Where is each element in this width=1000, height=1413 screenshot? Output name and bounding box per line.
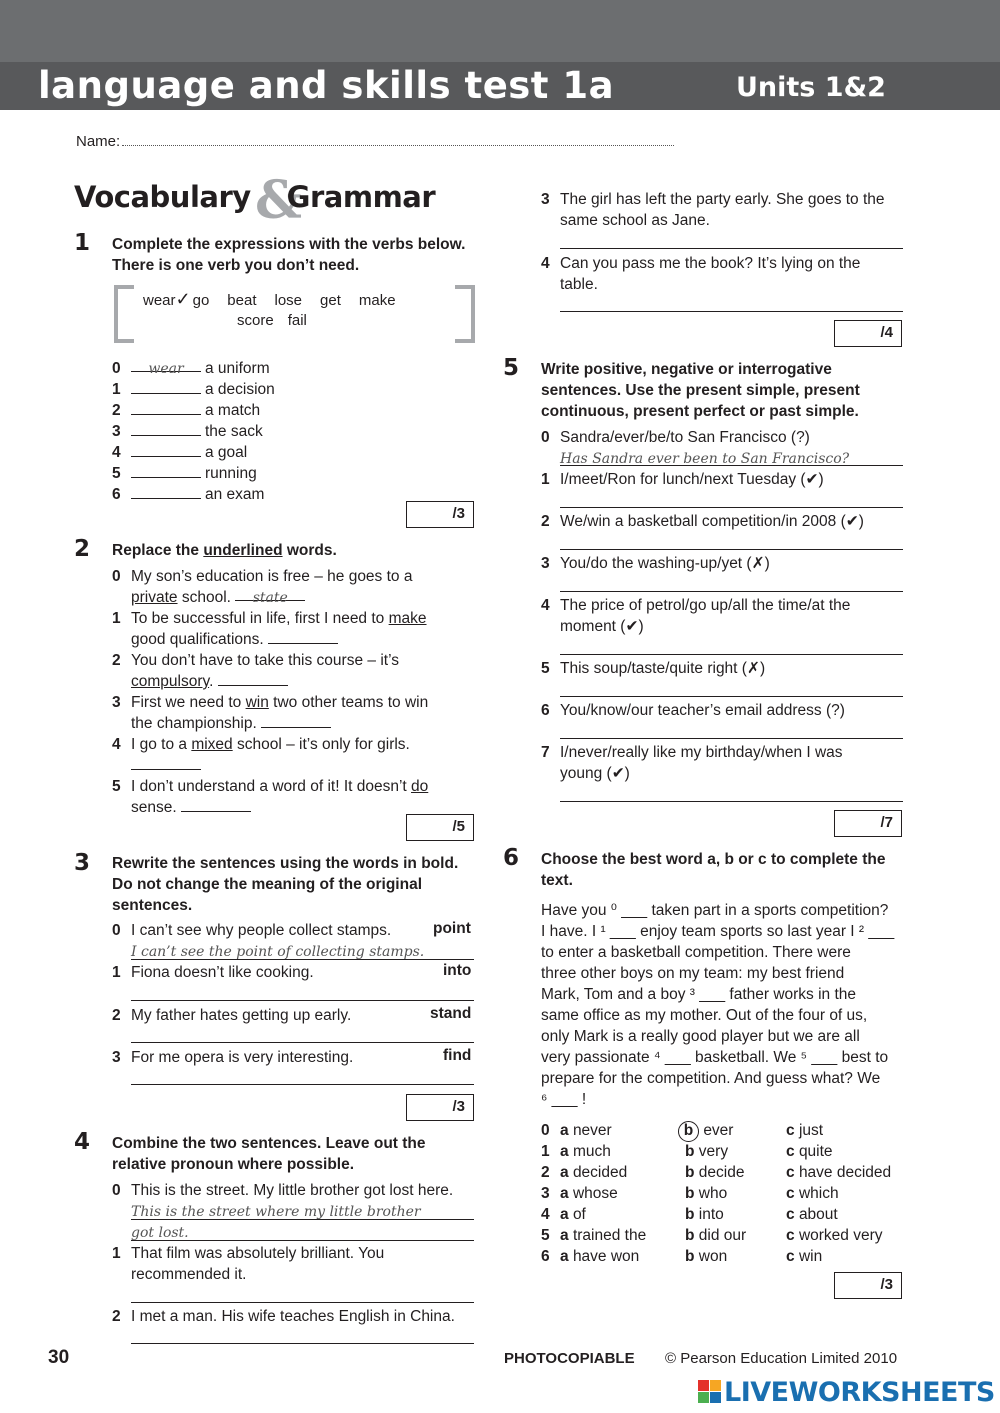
ex2-answer-2[interactable] bbox=[218, 672, 288, 686]
ex1-score-box: /3 bbox=[406, 501, 474, 528]
ex6-option-6c[interactable]: c win bbox=[786, 1248, 823, 1265]
ex4-item-0: 0 This is the street. My little brother got lost here. bbox=[112, 1182, 454, 1199]
ex6-option-0c[interactable]: c just bbox=[786, 1122, 824, 1139]
ex6-option-3c[interactable]: c which bbox=[786, 1185, 839, 1202]
ex2-item-4-line2 bbox=[131, 755, 205, 776]
ex6-option-0b[interactable]: b ever bbox=[678, 1120, 733, 1142]
ex6-option-4c[interactable]: c about bbox=[786, 1206, 838, 1223]
ex4-item-2: 2 I met a man. His wife teaches English in China. bbox=[112, 1308, 455, 1325]
ex6-option-row-3[interactable]: 3 a whose bbox=[541, 1185, 618, 1202]
ex2-answer-1[interactable] bbox=[268, 630, 338, 644]
ex3-keyword-0: point bbox=[433, 920, 471, 937]
ex5-item-5: 5 This soup/taste/quite right (✗) bbox=[541, 660, 766, 677]
ex2-score-box: /5 bbox=[406, 814, 474, 841]
ex1-answer-5[interactable] bbox=[131, 464, 201, 478]
ex5-answer-line-4[interactable] bbox=[560, 654, 903, 655]
ex4-item-4-line2: table. bbox=[560, 276, 598, 293]
ex3-answer-line-2[interactable] bbox=[131, 1042, 474, 1043]
ex4-line-0b bbox=[131, 1240, 474, 1241]
ex6-text: Have you ⁰ ___ taken part in a sports competition? I have. I ¹ ___ enjoy team sports so last year I ² ___ to enter a basketball competition. There were three other boys on my team: my best friend Mark, Tom and a boy ³ ___ father works in the same office as my mother. Out of the four of us, only Mark is a really good player but we are all very passionate ⁴ ___ basketball. We ⁵ ___ best to prepare for the competition. And guess what? We ⁶ ___ ! bbox=[541, 902, 895, 1108]
ex6-option-4b[interactable]: b into bbox=[685, 1206, 724, 1223]
name-label: Name: bbox=[76, 133, 121, 150]
ex4-answer-line-4[interactable] bbox=[560, 311, 903, 312]
exercise-6-instructions: Choose the best word a, b or c to complete the text. bbox=[541, 851, 886, 889]
ex5-answer-line-1[interactable] bbox=[560, 507, 903, 508]
ex6-option-row-1[interactable]: 1 a much bbox=[541, 1143, 611, 1160]
ex6-option-row-0: 0 a never bbox=[541, 1122, 612, 1139]
word-box-bracket-left bbox=[114, 285, 134, 343]
ex2-item-0-line2: private school. state bbox=[131, 587, 309, 608]
ex4-score-box: /4 bbox=[834, 320, 902, 347]
ex4-answer-line-3[interactable] bbox=[560, 248, 903, 249]
name-input[interactable] bbox=[122, 134, 674, 146]
ex5-score-box: /7 bbox=[834, 810, 902, 837]
ex4-answer-0-line1: This is the street where my little brother bbox=[131, 1204, 421, 1220]
liveworksheets-icon bbox=[698, 1380, 722, 1404]
ex6-option-1c[interactable]: c quite bbox=[786, 1143, 833, 1160]
ex4-item-1-line2: recommended it. bbox=[131, 1266, 247, 1283]
ex6-option-5b[interactable]: b did our bbox=[685, 1227, 747, 1244]
ex2-item-5: 5 I don’t understand a word of it! It doesn’t do bbox=[112, 778, 429, 795]
ex2-item-1-line2: good qualifications. bbox=[131, 629, 342, 650]
selected-answer-circle: b bbox=[678, 1121, 699, 1142]
ex6-option-row-6[interactable]: 6 a have won bbox=[541, 1248, 640, 1265]
ex6-score-box: /3 bbox=[834, 1272, 902, 1299]
word-box-line-1: wear✓ go beat lose get make bbox=[143, 289, 396, 309]
ex1-answer-2[interactable] bbox=[131, 401, 201, 415]
units-label: Units 1&2 bbox=[736, 72, 886, 103]
ex3-item-2: 2 My father hates getting up early. bbox=[112, 1007, 352, 1024]
ex2-item-3-line2: the championship. bbox=[131, 713, 335, 734]
ex4-answer-line-1[interactable] bbox=[131, 1302, 474, 1303]
ex5-item-7: 7 I/never/really like my birthday/when I was bbox=[541, 744, 843, 761]
ex3-item-1: 1 Fiona doesn’t like cooking. bbox=[112, 964, 314, 981]
ex1-item-2: 2 a match bbox=[112, 402, 261, 419]
ex6-option-2b[interactable]: b decide bbox=[685, 1164, 745, 1181]
ex6-option-row-4[interactable]: 4 a of bbox=[541, 1206, 586, 1223]
exercise-6-number: 6 bbox=[503, 845, 520, 871]
exercise-4-instructions: Combine the two sentences. Leave out the relative pronoun where possible. bbox=[112, 1135, 426, 1173]
ex2-item-5-line2: sense. bbox=[131, 797, 255, 818]
liveworksheets-logo[interactable]: LIVEWORKSHEETS bbox=[698, 1377, 995, 1408]
ex1-answer-6[interactable] bbox=[131, 485, 201, 499]
ex5-answer-line-6[interactable] bbox=[560, 738, 903, 739]
ex4-answer-0-line2: got lost. bbox=[131, 1225, 189, 1241]
ex1-item-3: 3 the sack bbox=[112, 423, 263, 440]
copyright: © Pearson Education Limited 2010 bbox=[665, 1350, 898, 1367]
ex3-answer-0: I can’t see the point of collecting stamps. bbox=[131, 944, 425, 960]
exercise-4-number: 4 bbox=[74, 1129, 91, 1155]
word-box-bracket-right bbox=[455, 285, 475, 343]
photocopiable-label: PHOTOCOPIABLE bbox=[504, 1350, 635, 1367]
page-title: language and skills test 1a bbox=[38, 64, 615, 107]
ex5-item-0: 0 Sandra/ever/be/to San Francisco (?) bbox=[541, 429, 810, 446]
ex5-item-6: 6 You/know/our teacher’s email address (?) bbox=[541, 702, 845, 719]
exercise-2-number: 2 bbox=[74, 536, 91, 562]
ex3-score-box: /3 bbox=[406, 1094, 474, 1121]
ex3-keyword-3: find bbox=[443, 1047, 472, 1064]
ex2-answer-3[interactable] bbox=[261, 714, 331, 728]
ex2-item-2-line2: compulsory. bbox=[131, 671, 292, 692]
ex4-item-3: 3 The girl has left the party early. She goes to the bbox=[541, 191, 885, 208]
ex5-item-3: 3 You/do the washing-up/yet (✗) bbox=[541, 555, 770, 572]
ex6-option-row-5[interactable]: 5 a trained the bbox=[541, 1227, 647, 1244]
ex1-item-1: 1 a decision bbox=[112, 381, 275, 398]
ex4-item-4: 4 Can you pass me the book? It’s lying on the bbox=[541, 255, 861, 272]
ex3-item-3: 3 For me opera is very interesting. bbox=[112, 1049, 354, 1066]
ex3-answer-line-3[interactable] bbox=[131, 1084, 474, 1085]
ex1-item-0: 0 wear a uniform bbox=[112, 360, 270, 377]
ex5-answer-line-3[interactable] bbox=[560, 591, 903, 592]
ex3-keyword-1: into bbox=[443, 962, 472, 979]
ex2-item-0: 0 My son’s education is free – he goes to a bbox=[112, 568, 413, 585]
section-heading: Vocabulary Grammar bbox=[74, 180, 436, 214]
name-line bbox=[76, 133, 674, 150]
ex1-item-4: 4 a goal bbox=[112, 444, 248, 461]
ex6-option-2c[interactable]: c have decided bbox=[786, 1164, 892, 1181]
header-band-top bbox=[0, 0, 1000, 62]
ex3-keyword-2: stand bbox=[430, 1005, 472, 1022]
ex4-answer-line-2[interactable] bbox=[131, 1343, 474, 1344]
ex3-line-0 bbox=[131, 959, 474, 960]
ex6-option-row-2[interactable]: 2 a decided bbox=[541, 1164, 628, 1181]
exercise-5-instructions: Write positive, negative or interrogative sentences. Use the present simple, present continuous, present perfect or past simple. bbox=[541, 361, 860, 420]
ex6-option-1b[interactable]: b very bbox=[685, 1143, 729, 1160]
ex5-answer-line-5[interactable] bbox=[560, 696, 903, 697]
ex5-answer-0: Has Sandra ever been to San Francisco? bbox=[560, 451, 850, 467]
ex4-line-0a bbox=[131, 1219, 474, 1220]
exercise-3-number: 3 bbox=[74, 850, 91, 876]
ex6-option-6b[interactable]: b won bbox=[685, 1248, 728, 1265]
ex1-item-6: 6 an exam bbox=[112, 486, 265, 503]
ampersand: & bbox=[255, 170, 302, 231]
ex2-item-3: 3 First we need to win two other teams to win bbox=[112, 694, 429, 711]
ex6-option-5c[interactable]: c worked very bbox=[786, 1227, 883, 1244]
ex1-answer-4[interactable] bbox=[131, 443, 201, 457]
exercise-5-number: 5 bbox=[503, 355, 520, 381]
ex6-option-3b[interactable]: b who bbox=[685, 1185, 728, 1202]
ex5-item-4-line2: moment (✔) bbox=[560, 618, 644, 635]
exercise-1-instructions: Complete the expressions with the verbs below. There is one verb you don’t need. bbox=[112, 236, 466, 274]
ex1-answer-3[interactable] bbox=[131, 422, 201, 436]
ex5-item-2: 2 We/win a basketball competition/in 2008 (✔) bbox=[541, 513, 864, 530]
ex5-answer-line-7[interactable] bbox=[560, 801, 903, 802]
ex2-item-2: 2 You don’t have to take this course – it’s bbox=[112, 652, 399, 669]
ex2-answer-4[interactable] bbox=[131, 756, 201, 770]
ex5-item-7-line2: young (✔) bbox=[560, 765, 630, 782]
ex2-item-1: 1 To be successful in life, first I need to make bbox=[112, 610, 427, 627]
ex1-answer-1[interactable] bbox=[131, 380, 201, 394]
exercise-3-instructions: Rewrite the sentences using the words in bold. Do not change the meaning of the original sentences. bbox=[112, 855, 459, 914]
page-number: 30 bbox=[48, 1347, 70, 1368]
ex3-answer-line-1[interactable] bbox=[131, 1000, 474, 1001]
ex2-item-4: 4 I go to a mixed school – it’s only for girls. bbox=[112, 736, 410, 753]
exercise-2-instructions: Replace the underlined words. bbox=[112, 542, 337, 559]
ex4-item-1: 1 That film was absolutely brilliant. You bbox=[112, 1245, 385, 1262]
ex5-item-1: 1 I/meet/Ron for lunch/next Tuesday (✔) bbox=[541, 471, 824, 488]
ex5-line-0 bbox=[560, 465, 903, 466]
word-box-line-2: score fail bbox=[237, 312, 307, 329]
ex5-item-4: 4 The price of petrol/go up/all the time/at the bbox=[541, 597, 851, 614]
ex2-answer-5[interactable] bbox=[181, 798, 251, 812]
ex5-answer-line-2[interactable] bbox=[560, 549, 903, 550]
ex4-item-3-line2: same school as Jane. bbox=[560, 212, 710, 229]
ex3-item-0: 0 I can’t see why people collect stamps. bbox=[112, 922, 392, 939]
exercise-1-number: 1 bbox=[74, 230, 91, 256]
ex1-item-5: 5 running bbox=[112, 465, 257, 482]
